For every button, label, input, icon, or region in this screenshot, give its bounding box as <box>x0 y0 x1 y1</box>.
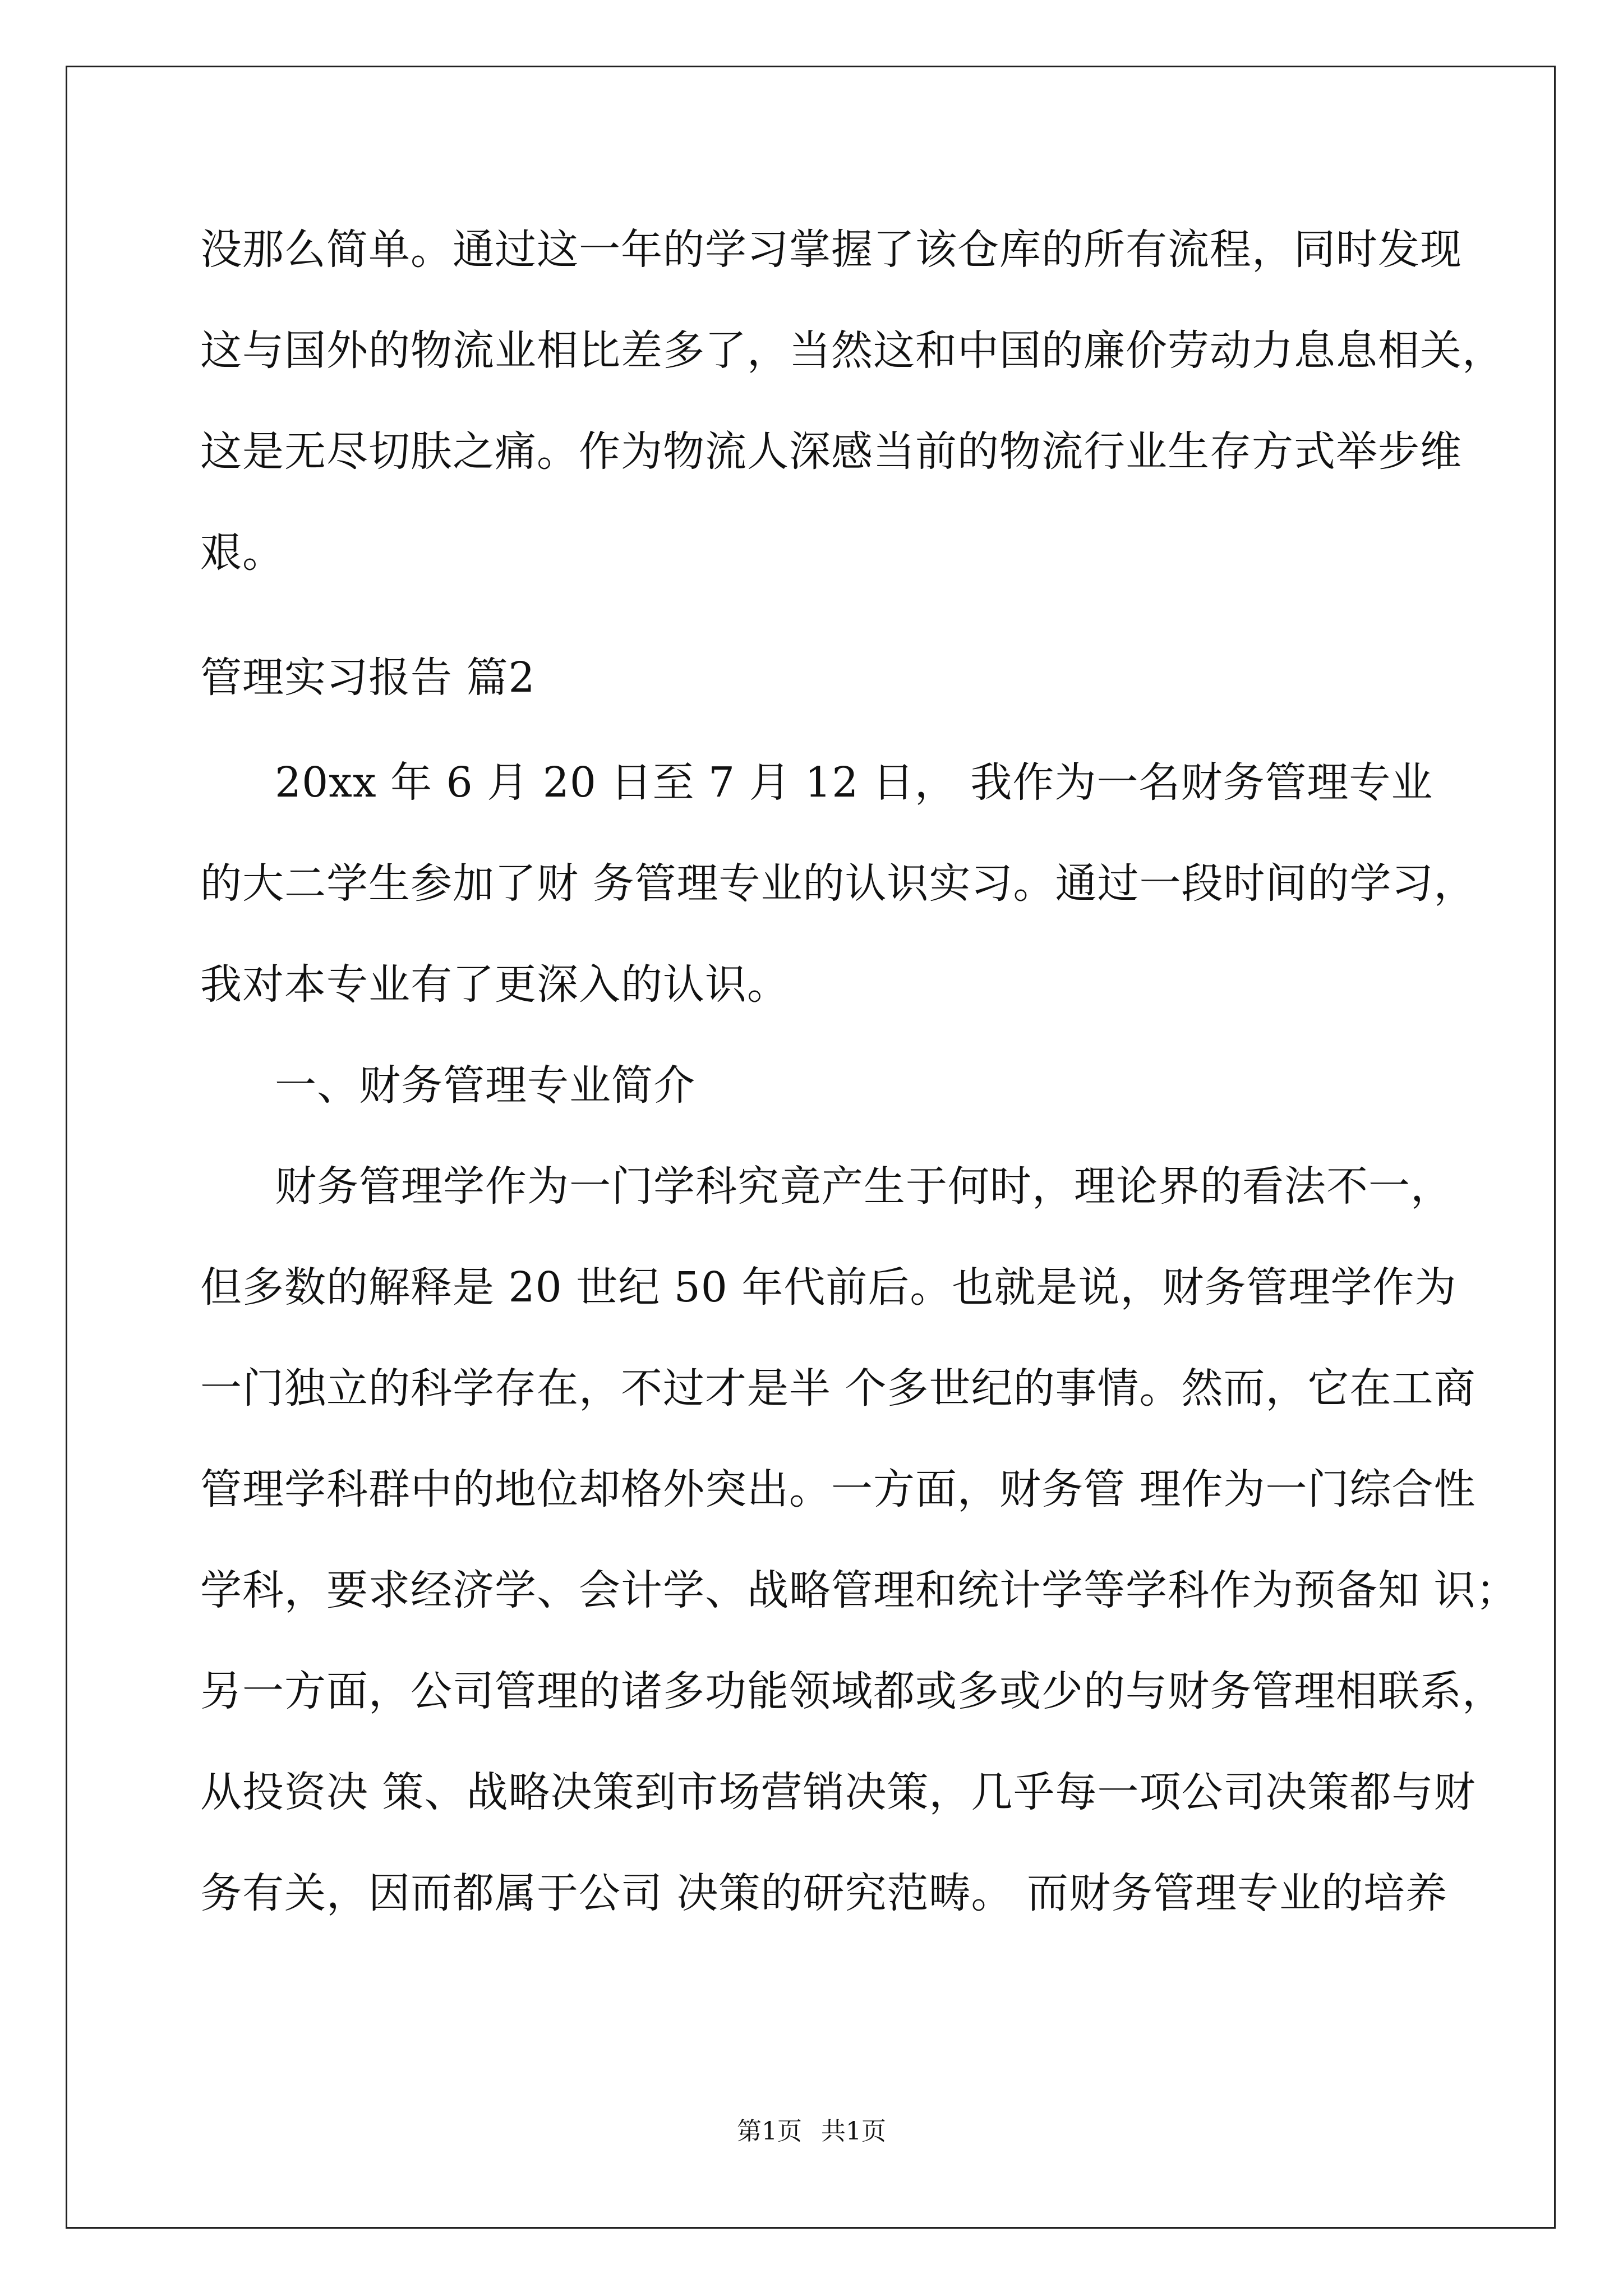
body-line: 一门独立的科学存在，不过才是半 个多世纪的事情。然而，它在工商 <box>200 1364 1476 1412</box>
page-number-footer: 第1页 共1页 <box>737 2117 886 2146</box>
body-line: 学科，要求经济学、会计学、战略管理和统计学等学科作为预备知 识； <box>200 1566 1518 1614</box>
body-line: 务有关，因而都属于公司 决策的研究范畴。 而财务管理专业的培养 <box>200 1869 1448 1917</box>
subsection-heading: 一、财务管理专业简介 <box>275 1061 695 1110</box>
body-line: 这与国外的物流业相比差多了，当然这和中国的廉价劳动力息息相关， <box>200 326 1504 375</box>
body-line: 这是无尽切肤之痛。作为物流人深感当前的物流行业生存方式举步维 <box>200 427 1462 476</box>
body-line: 艰。 <box>200 528 284 577</box>
body-line: 财务管理学作为一门学科究竟产生于何时，理论界的看法不一， <box>275 1162 1453 1211</box>
body-line: 的大二学生参加了财 务管理专业的认识实习。通过一段时间的学习， <box>200 859 1476 908</box>
body-line: 另一方面，公司管理的诸多功能领域都或多或少的与财务管理相联系， <box>200 1667 1504 1715</box>
body-line: 我对本专业有了更深入的认识。 <box>200 960 789 1009</box>
body-line: 管理学科群中的地位却格外突出。一方面，财务管 理作为一门综合性 <box>200 1465 1476 1513</box>
body-line: 20xx 年 6 月 20 日至 7 月 12 日， 我作为一名财务管理专业 <box>275 758 1433 807</box>
body-line: 但多数的解释是 20 世纪 50 年代前后。也就是说，财务管理学作为 <box>200 1263 1457 1312</box>
body-line: 从投资决 策、战略决策到市场营销决策，几乎每一项公司决策都与财 <box>200 1768 1476 1816</box>
section-heading: 管理实习报告 篇2 <box>200 654 536 702</box>
body-line: 没那么简单。通过这一年的学习掌握了该仓库的所有流程，同时发现 <box>200 226 1462 274</box>
